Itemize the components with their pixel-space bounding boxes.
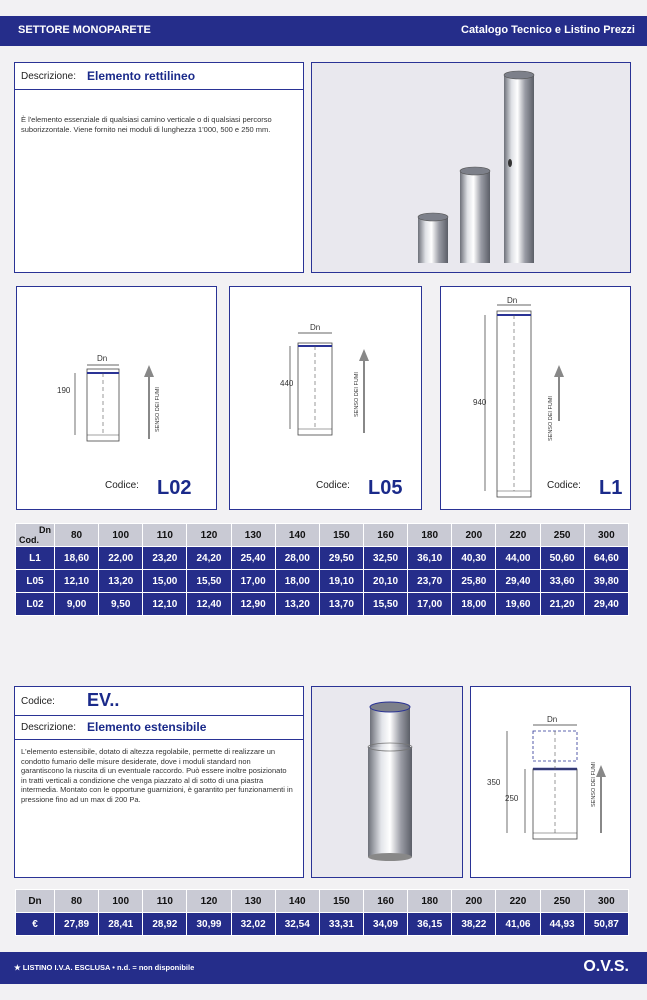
column-header: 160 [363, 524, 407, 547]
l1-technical-drawing [441, 287, 630, 509]
table-row [16, 547, 629, 570]
table-row [16, 593, 629, 616]
price-cell: 9,50 [99, 593, 143, 616]
l02-code-label: Codice: [105, 480, 139, 491]
price-cell: 28,92 [143, 913, 187, 936]
price-cell: 39,80 [584, 570, 628, 593]
description-label-2: Descrizione: [21, 722, 77, 733]
table-header-row-2 [16, 890, 629, 913]
price-cell: 13,70 [319, 593, 363, 616]
column-header: 250 [540, 890, 584, 913]
price-table-extendable [15, 889, 629, 936]
table-row [16, 570, 629, 593]
price-cell: 22,00 [99, 547, 143, 570]
price-cell: 32,50 [363, 547, 407, 570]
column-header: 80 [55, 890, 99, 913]
price-cell: 12,40 [187, 593, 231, 616]
price-cell: 27,89 [55, 913, 99, 936]
column-header: 200 [452, 890, 496, 913]
price-cell: 32,54 [275, 913, 319, 936]
l02-code: L02 [157, 477, 192, 499]
price-cell: 30,99 [187, 913, 231, 936]
column-header: 100 [99, 890, 143, 913]
price-cell: 25,40 [231, 547, 275, 570]
column-header: 110 [143, 890, 187, 913]
extendable-description: L'elemento estensibile, dotato di altezza regolabile, permette di realizzare un condotto fumario delle misure desiderate, dove i moduli standard non garantiscono la riuscita di un eventuale raccordo. Può essere inoltre posizionato in tratti verticali a condizione che venga piazzato al di sotto di una piastra intermedia. Montato con le opportune guarnizioni, è garantito per funzionamenti in pressione fino ad un max di 200 Pa. [21, 747, 293, 804]
l1-flow-label: SENSO DEI FUMI [548, 396, 554, 441]
ev-dim-inner: 250 [505, 794, 519, 803]
product-title: Elemento rettilineo [87, 69, 196, 83]
column-header: 180 [408, 524, 452, 547]
price-cell: 24,20 [187, 547, 231, 570]
extendable-photo [311, 686, 463, 878]
table-row [16, 913, 629, 936]
column-header: 220 [496, 890, 540, 913]
price-cell: 44,00 [496, 547, 540, 570]
price-cell: 29,40 [496, 570, 540, 593]
row-code: L02 [16, 593, 55, 616]
column-header: 180 [408, 890, 452, 913]
column-header: 250 [540, 524, 584, 547]
price-cell: 28,41 [99, 913, 143, 936]
ev-dn-label: Dn [547, 715, 558, 724]
ev-flow-label: SENSO DEI FUMI [591, 762, 597, 807]
l05-flow-label: SENSO DEI FUMI [354, 372, 360, 417]
column-header: 300 [584, 890, 628, 913]
table-corner: Dn Cod. [16, 524, 55, 547]
column-header: 150 [319, 890, 363, 913]
l1-dim-label: 940 [473, 398, 487, 407]
row-code: L1 [16, 547, 55, 570]
price-cell: 44,93 [540, 913, 584, 936]
extendable-drawing [470, 686, 631, 878]
price-cell: 23,20 [143, 547, 187, 570]
straight-pipes-image [312, 63, 630, 272]
price-cell: 9,00 [55, 593, 99, 616]
price-cell: 32,02 [231, 913, 275, 936]
column-header: 200 [452, 524, 496, 547]
price-cell: 36,10 [408, 547, 452, 570]
price-cell: 50,60 [540, 547, 584, 570]
l05-technical-drawing [230, 287, 421, 509]
price-cell: 18,00 [275, 570, 319, 593]
code-label: Codice: [21, 696, 55, 707]
column-header: 110 [143, 524, 187, 547]
price-cell: 41,06 [496, 913, 540, 936]
description-label: Descrizione: [21, 71, 77, 82]
l02-dn-label: Dn [97, 354, 108, 363]
price-cell: 12,10 [55, 570, 99, 593]
price-cell: 29,50 [319, 547, 363, 570]
drawing-l05 [229, 286, 422, 510]
price-cell: 17,00 [408, 593, 452, 616]
l1-dn-label: Dn [507, 296, 518, 305]
l05-dn-label: Dn [310, 323, 321, 332]
table-corner-2: Dn [16, 890, 55, 913]
price-cell: 12,10 [143, 593, 187, 616]
l1-code-label: Codice: [547, 480, 581, 491]
price-cell: 15,50 [363, 593, 407, 616]
price-cell: 12,90 [231, 593, 275, 616]
l05-code: L05 [368, 477, 403, 499]
table-header-row [16, 524, 629, 547]
price-cell: 34,09 [363, 913, 407, 936]
column-header: 140 [275, 890, 319, 913]
price-cell: 64,60 [584, 547, 628, 570]
extendable-box [14, 686, 304, 878]
column-header: 220 [496, 524, 540, 547]
extendable-pipe-image [312, 687, 462, 877]
catalog-title: Catalogo Tecnico e Listino Prezzi [461, 24, 635, 36]
price-cell: 21,20 [540, 593, 584, 616]
column-header: 130 [231, 890, 275, 913]
price-cell: 50,87 [584, 913, 628, 936]
extendable-code: EV.. [87, 690, 120, 710]
price-cell: 29,40 [584, 593, 628, 616]
brand-logo: O.V.S. [583, 958, 629, 975]
price-cell: 19,60 [496, 593, 540, 616]
price-cell: 13,20 [275, 593, 319, 616]
price-cell: 33,31 [319, 913, 363, 936]
price-cell: 36,15 [408, 913, 452, 936]
price-cell: 18,00 [452, 593, 496, 616]
column-header: 120 [187, 890, 231, 913]
footer-bar [0, 952, 647, 984]
ev-dim-outer: 350 [487, 778, 501, 787]
description-box [14, 62, 304, 273]
column-header: 300 [584, 524, 628, 547]
column-header: 160 [363, 890, 407, 913]
price-cell: 19,10 [319, 570, 363, 593]
l02-dim-label: 190 [57, 386, 71, 395]
price-cell: 25,80 [452, 570, 496, 593]
price-cell: 28,00 [275, 547, 319, 570]
header-bar [0, 16, 647, 46]
description-header-2 [15, 715, 303, 740]
column-header: 120 [187, 524, 231, 547]
column-header: 130 [231, 524, 275, 547]
price-cell: 15,50 [187, 570, 231, 593]
price-cell: 33,60 [540, 570, 584, 593]
l05-code-label: Codice: [316, 480, 350, 491]
ev-technical-drawing [471, 687, 630, 877]
price-cell: 20,10 [363, 570, 407, 593]
column-header: 100 [99, 524, 143, 547]
column-header: 150 [319, 524, 363, 547]
price-cell: 23,70 [408, 570, 452, 593]
price-table-straight [15, 523, 629, 616]
price-cell: 40,30 [452, 547, 496, 570]
section-title: SETTORE MONOPARETE [18, 24, 151, 36]
price-cell: 17,00 [231, 570, 275, 593]
l02-technical-drawing [17, 287, 216, 509]
column-header: 80 [55, 524, 99, 547]
l02-flow-label: SENSO DEI FUMI [155, 387, 161, 432]
description-header [15, 63, 303, 90]
row-label-euro: € [16, 913, 55, 936]
drawing-l02 [16, 286, 217, 510]
footer-note: ★ LISTINO I.V.A. ESCLUSA • n.d. = non disponibile [14, 963, 195, 972]
price-cell: 15,00 [143, 570, 187, 593]
price-cell: 18,60 [55, 547, 99, 570]
l1-code: L1 [599, 477, 623, 499]
code-header [15, 687, 303, 716]
price-cell: 13,20 [99, 570, 143, 593]
price-cell: 38,22 [452, 913, 496, 936]
l05-dim-label: 440 [280, 379, 294, 388]
product-photo [311, 62, 631, 273]
drawing-l1 [440, 286, 631, 510]
extendable-title: Elemento estensibile [87, 720, 207, 734]
column-header: 140 [275, 524, 319, 547]
product-description: È l'elemento essenziale di qualsiasi camino verticale o di qualsiasi percorso suborizzontale. Viene fornito nei moduli di lunghezza 1'000, 500 e 250 mm. [21, 115, 272, 134]
row-code: L05 [16, 570, 55, 593]
